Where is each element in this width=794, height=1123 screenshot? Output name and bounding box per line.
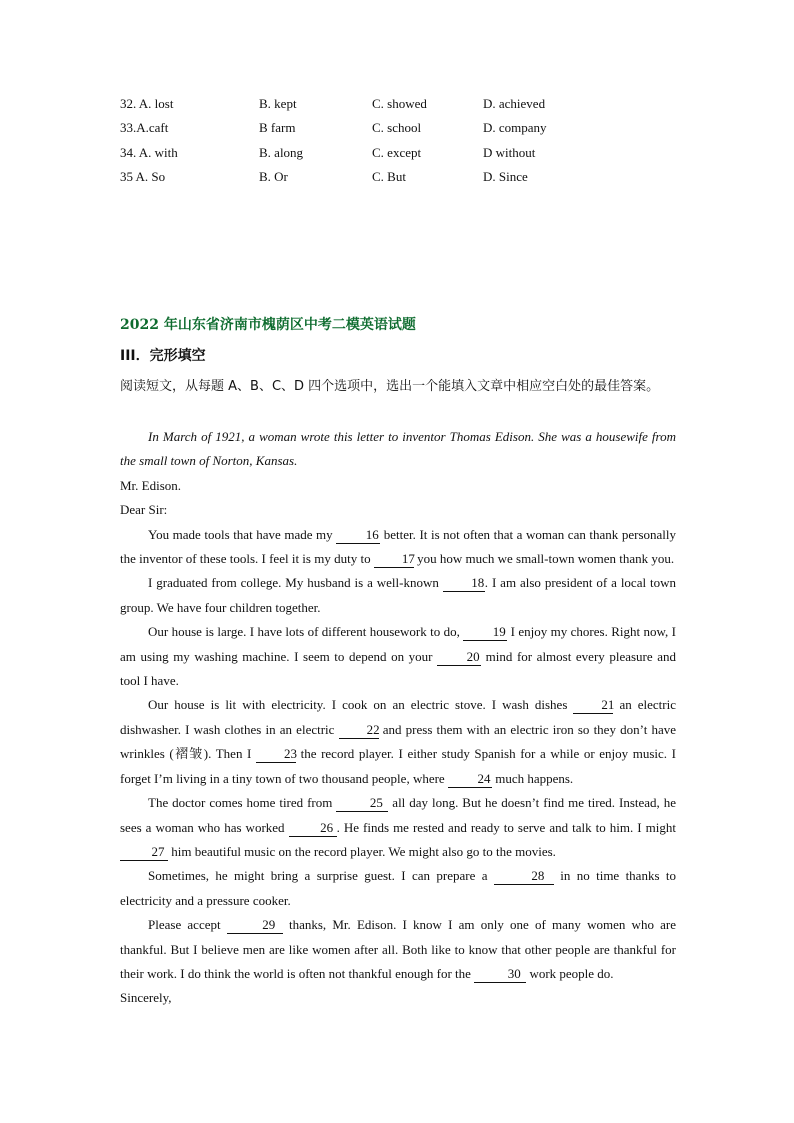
option-a: 35 A. So: [120, 169, 166, 185]
blank-29[interactable]: 29: [227, 917, 283, 934]
blank-23[interactable]: 23: [256, 746, 296, 763]
option-d: D. Since: [483, 169, 528, 185]
option-c: C. But: [372, 169, 406, 185]
blank-19[interactable]: 19: [463, 624, 507, 641]
blank-18[interactable]: 18: [443, 575, 485, 592]
option-b: B farm: [259, 120, 296, 136]
option-b: B. Or: [259, 169, 288, 185]
blank-25[interactable]: 25: [336, 795, 388, 812]
option-c: C. school: [372, 120, 422, 136]
blank-28[interactable]: 28: [494, 868, 554, 885]
option-c: C. except: [372, 144, 422, 160]
option-row-33: [120, 116, 676, 140]
exam-title: 2022 年山东省济南市槐荫区中考二模英语试题: [120, 317, 416, 333]
blank-21[interactable]: 21: [573, 697, 613, 714]
option-a: 34. A. with: [120, 144, 178, 160]
blank-26[interactable]: 26: [289, 820, 337, 837]
instructions: 阅读短文，从每题 A、B、C、D 四个选项中，选出一个能填入文章中相应空白处的最佳答案。: [120, 379, 660, 394]
blank-27[interactable]: 27: [120, 844, 168, 861]
blank-16[interactable]: 16: [336, 527, 380, 544]
section-heading: III．完形填空: [120, 348, 206, 364]
option-d: D. achieved: [483, 96, 546, 111]
passage-intro: In March of 1921, a woman wrote this letter to inventor Thomas Edison. She was a housewife from the small town of Norton, Kansas.: [120, 429, 676, 469]
option-b: B. kept: [259, 96, 297, 111]
salutation: Dear Sir:: [120, 502, 168, 518]
option-a: 32. A. lost: [120, 96, 174, 111]
options-table: [120, 92, 676, 190]
option-a: 33.A.caft: [120, 120, 169, 136]
addressee: Mr. Edison.: [120, 477, 182, 493]
option-row-35: [120, 165, 676, 189]
paragraph-3: Our house is large. I have lots of different housework to do, 19 I enjoy my chores. Right now, I am using my washing machine. I seem to depend on your 20 mind for almost every pleasure and tool I have.: [120, 624, 676, 689]
paragraph-2: I graduated from college. My husband is a well-known 18. I am also president of a local town group. We have four children together.: [120, 575, 676, 615]
paragraph-6: Sometimes, he might bring a surprise guest. I can prepare a 28 in no time thanks to electricity and a pressure cooker.: [120, 868, 676, 908]
blank-20[interactable]: 20: [437, 649, 481, 666]
blank-17[interactable]: 17: [374, 551, 414, 568]
paragraph-7: Please accept 29 thanks, Mr. Edison. I know I am only one of many women who are thankful. But I believe men are like women after all. Both like to know that other people are thankful for their work. I do think the world is often not thankful enough for the 30 work people do.: [120, 917, 676, 981]
blank-22[interactable]: 22: [339, 722, 379, 739]
document-page: [120, 92, 677, 1006]
option-d: D without: [483, 144, 536, 160]
paragraph-5: The doctor comes home tired from 25 all day long. But he doesn’t find me tired. Instead, he sees a woman who has worked 26 . He finds me rested and ready to serve and talk to him. I might 27 him beautiful music on the record player. We might also go to the movies.: [120, 795, 677, 859]
blank-24[interactable]: 24: [448, 771, 492, 788]
blank-30[interactable]: 30: [474, 966, 526, 983]
option-b: B. along: [259, 144, 304, 160]
paragraph-4: Our house is lit with electricity. I cook on an electric stove. I wash dishes 21 an electric dishwasher. I wash clothes in an electric 22 and press them with an electric iron so they don’t have wrinkles (褶皱). Then I 23 the record player. I either study Spanish for a while or enjoy music. I forget I’m living in a tiny town of two thousand people, where 24 much happens.: [120, 697, 677, 786]
option-row-32: [120, 92, 676, 116]
option-row-34: [120, 141, 676, 165]
option-d: D. company: [483, 120, 547, 136]
paragraph-1: You made tools that have made my 16 better. It is not often that a woman can thank personally the inventor of these tools. I feel it is my duty to 17 you how much we small-town women thank you.: [120, 526, 676, 567]
closing: Sincerely,: [120, 990, 172, 1006]
passage: [120, 425, 676, 1011]
option-c: C. showed: [372, 96, 427, 111]
